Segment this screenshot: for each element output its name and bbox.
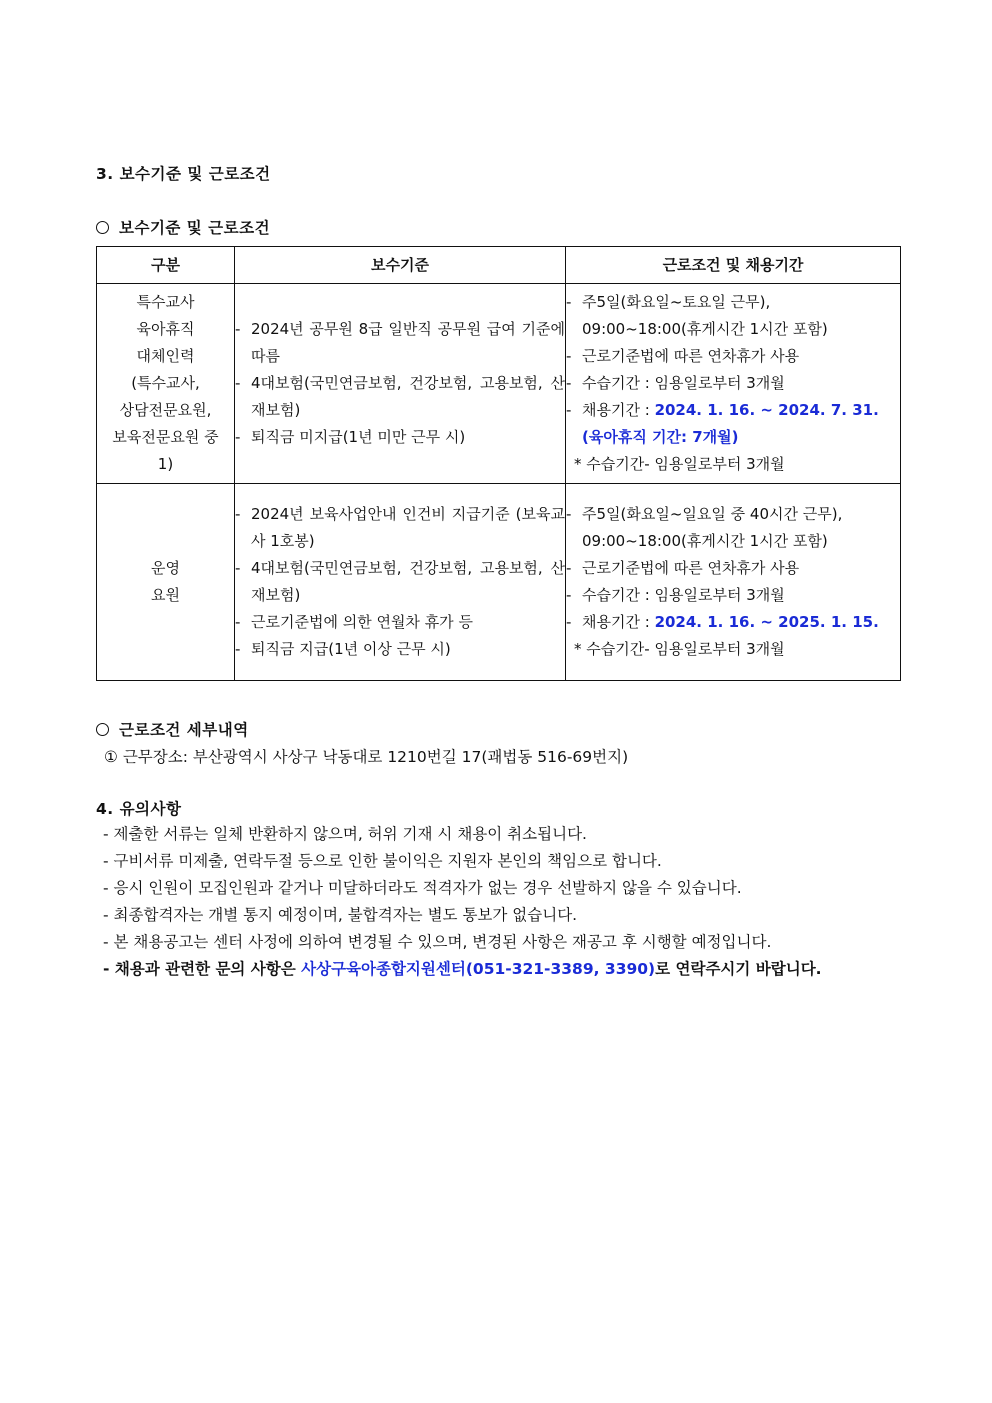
list-item: - 근로기준법에 따른 연차휴가 사용	[566, 559, 800, 577]
table-row	[97, 484, 901, 681]
list-item: - 퇴직금 미지급(1년 미만 근무 시)	[235, 428, 466, 446]
list-item: - 2024년 공무원 8급 일반직 공무원 급여 기준에 따름	[235, 320, 565, 365]
subsection-work-details-label: 근로조건 세부내역	[119, 721, 249, 739]
category-line: 1)	[157, 455, 174, 473]
list-item: - 4대보험(국민연금보험, 건강보험, 고용보험, 산재보험)	[235, 374, 565, 419]
table-row	[97, 284, 901, 484]
work-hours-line: 09:00~18:00(휴게시간 1시간 포함)	[582, 532, 828, 550]
category-line: (특수교사,	[131, 374, 200, 392]
work-hours-line: 09:00~18:00(휴게시간 1시간 포함)	[582, 320, 828, 338]
circle-bullet-icon	[96, 221, 109, 234]
pay-cell	[235, 284, 566, 484]
list-item: - 최종합격자는 개별 통지 예정이며, 불합격자는 별도 통보가 없습니다.	[103, 906, 578, 924]
list-item: - 제출한 서류는 일체 반환하지 않으며, 허위 기재 시 채용이 취소됩니다.	[103, 825, 587, 843]
contact-prefix: - 채용과 관련한 문의 사항은	[103, 960, 302, 978]
list-item: - 근로기준법에 의한 연월차 휴가 등	[235, 613, 473, 631]
category-line: 보육전문요원 중	[112, 428, 219, 446]
list-item: - 수습기간 : 임용일로부터 3개월	[566, 586, 785, 604]
employment-period-value: 2024. 1. 16. ~ 2025. 1. 15.	[654, 613, 879, 631]
category-cell	[97, 484, 235, 681]
category-line: 상담전문요원,	[119, 401, 212, 419]
list-item: - 퇴직금 지급(1년 이상 근무 시)	[235, 640, 451, 658]
subsection-pay-conditions-label: 보수기준 및 근로조건	[119, 219, 271, 237]
category-line: 대체인력	[136, 347, 195, 365]
work-location: ① 근무장소: 부산광역시 사상구 낙동대로 1210번길 17(괘법동 516-69번지)	[104, 748, 629, 766]
list-item: - 4대보험(국민연금보험, 건강보험, 고용보험, 산재보험)	[235, 559, 565, 604]
circle-bullet-icon	[96, 723, 109, 736]
subsection-work-details	[96, 718, 249, 740]
category-cell	[97, 284, 235, 484]
header-category: 구분	[97, 247, 235, 284]
employment-period-label: 채용기간 :	[582, 401, 655, 419]
list-item: - 본 채용공고는 센터 사정에 의하여 변경될 수 있으며, 변경된 사항은 재공고 후 시행할 예정입니다.	[103, 933, 772, 951]
list-item: - 근로기준법에 따른 연차휴가 사용	[566, 347, 800, 365]
probation-note: * 수습기간- 임용일로부터 3개월	[574, 640, 785, 658]
list-item: - 주5일(화요일~일요일 중 40시간 근무),	[566, 505, 843, 523]
list-item: - 수습기간 : 임용일로부터 3개월	[566, 374, 785, 392]
conditions-cell	[566, 284, 901, 484]
list-item: - 채용기간 : 2024. 1. 16. ~ 2024. 7. 31.	[566, 401, 879, 419]
list-item: - 채용기간 : 2024. 1. 16. ~ 2025. 1. 15.	[566, 613, 879, 631]
header-pay: 보수기준	[235, 247, 566, 284]
contact-center: 사상구육아종합지원센터(051-321-3389, 3390)	[301, 960, 656, 978]
header-conditions: 근로조건 및 채용기간	[566, 247, 901, 284]
list-item: - 구비서류 미제출, 연락두절 등으로 인한 불이익은 지원자 본인의 책임으로 합니다.	[103, 852, 662, 870]
subsection-pay-conditions	[96, 216, 270, 238]
list-item: - 주5일(화요일~토요일 근무),	[566, 293, 771, 311]
list-item: - 2024년 보육사업안내 인건비 지급기준 (보육교사 1호봉)	[235, 505, 565, 550]
conditions-cell	[566, 484, 901, 681]
section-4-title: 4. 유의사항	[96, 800, 182, 818]
category-line: 육아휴직	[136, 320, 195, 338]
table-header-row	[97, 247, 901, 284]
category-line: 특수교사	[136, 293, 195, 311]
contact-notice	[103, 956, 903, 983]
probation-note: * 수습기간- 임용일로부터 3개월	[574, 455, 785, 473]
employment-period-value: 2024. 1. 16. ~ 2024. 7. 31.	[654, 401, 879, 419]
category-line: 요원	[151, 586, 180, 604]
notice-list	[103, 821, 903, 983]
pay-conditions-table	[96, 246, 901, 681]
leave-period-note: (육아휴직 기간: 7개월)	[582, 428, 739, 446]
employment-period-label: 채용기간 :	[582, 613, 655, 631]
contact-suffix: 로 연락주시기 바랍니다.	[655, 960, 822, 978]
pay-cell	[235, 484, 566, 681]
list-item: - 응시 인원이 모집인원과 같거나 미달하더라도 적격자가 없는 경우 선발하지 않을 수 있습니다.	[103, 879, 742, 897]
section-3-title: 3. 보수기준 및 근로조건	[96, 165, 271, 183]
category-line: 운영	[151, 559, 180, 577]
